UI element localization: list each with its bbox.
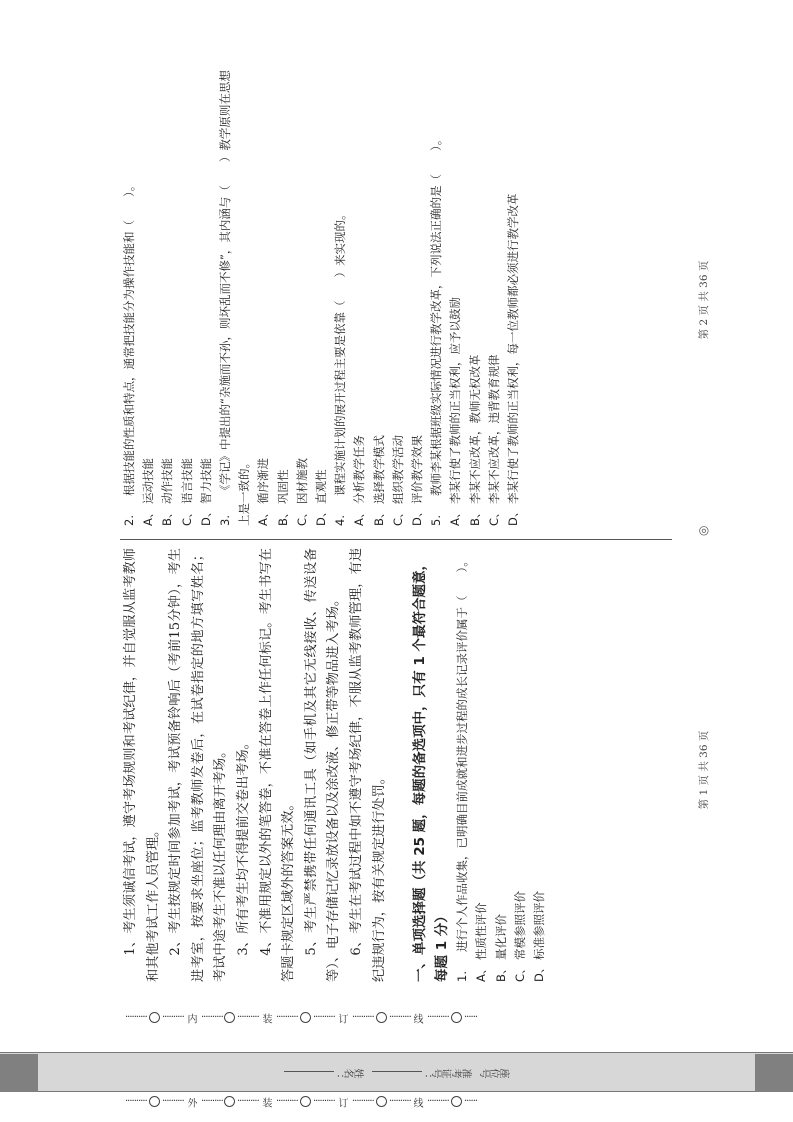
bullseye-icon: ◎	[696, 525, 710, 536]
circle-mark-icon	[224, 1013, 235, 1024]
exam-rule: 2、考生按规定时间参加考试，考试预备铃响后（考前15分钟），考生进考室，按要求坐座位；监考教师发卷后，在试卷指定的地方填写姓名；考试中途考生不准以任何理由离开考场。	[168, 548, 229, 982]
circle-mark-icon	[149, 1013, 160, 1024]
exam-id-field[interactable]: 准考证号：	[372, 1065, 472, 1080]
inner-cut-line: ·········· ·········· 内 ·········· ·········· 装 ·········· ·········· 订 ·········· ·········· 线 ·········· ······	[125, 1012, 478, 1026]
option-d[interactable]: D、标准参照评价	[531, 891, 546, 982]
circle-mark-icon	[451, 1097, 462, 1108]
exam-rule: 4、不准用规定以外的笔答卷，不准在答卷上作任何标记。考生书写在答题卡规定区域外的答案无效。	[258, 548, 297, 982]
option-b[interactable]: B、动作技能	[160, 458, 175, 526]
exam-rule: 6、考生在考试过程中如不遵守考场纪律，不服从监考教师管理，有违纪违规行为，按有关规定进行处罚。	[348, 548, 387, 982]
exam-rule: 1、考生须诚信考试，遵守考场规则和考试纪律，并自觉服从监考教师和其他考试工作人员管理。	[123, 548, 161, 982]
circle-mark-icon	[224, 1097, 235, 1108]
option-a[interactable]: A、李某行使了教师的正当权利，应予以鼓励	[448, 297, 463, 526]
circle-mark-icon	[451, 1013, 462, 1024]
page-2	[0, 60, 793, 540]
option-c[interactable]: C、常模参照评价	[512, 891, 527, 982]
option-c[interactable]: C、李某不应改革，违背教育规律	[486, 354, 501, 526]
option-d[interactable]: D、直观性	[314, 469, 329, 526]
option-b[interactable]: B、李某不应改革，教师无权改革	[467, 354, 482, 526]
option-d[interactable]: D、李某行使了教师的正当权利，每一位教师都必须进行教学改革	[506, 193, 521, 526]
seat-field[interactable]: 座位号	[479, 1066, 510, 1078]
option-c[interactable]: C、语言技能	[179, 458, 194, 526]
question-2: 2.根据技能的性质和特点，通常把技能分为操作技能和（ ）。	[122, 179, 136, 526]
circle-mark-icon	[300, 1013, 311, 1024]
option-a[interactable]: A、运动技能	[141, 458, 156, 526]
question-5: 5.教师李某根据班级实际情况进行教学改革，下列说法正确的是（ ）。	[429, 133, 444, 526]
option-d[interactable]: D、评价教学效果	[410, 435, 425, 526]
student-info-strip	[0, 1052, 793, 1092]
circle-mark-icon	[300, 1097, 311, 1108]
circle-mark-icon	[149, 1097, 160, 1108]
section-heading: 一、单项选择题（共 25 题，每题的备选项中，只有 1 个最符合题意，每题 1 分）	[412, 557, 451, 982]
question-4: 4.课程实施计划的展开过程主要是依靠（ ）来实现的。	[333, 208, 348, 526]
question-3: 3.《学记》中提出的“杂施而不孙，则坏乱而不修”，其内涵与（ ）教学原则在思想上是一致的。	[218, 70, 252, 526]
binding-strip	[0, 1000, 793, 1122]
circle-mark-icon	[376, 1097, 387, 1108]
option-c[interactable]: C、组织教学活动	[390, 435, 405, 526]
page-footer: 第 1 页 共 36 页	[698, 730, 710, 810]
question-1: 1.进行个人作品收集，已明确目前成就和进步过程的成长记录评价属于（ ）。	[455, 555, 470, 982]
exam-rule: 3、所有考生均不得提前交卷出考场。	[235, 736, 251, 956]
page-footer: 第 2 页 共 36 页	[698, 260, 710, 340]
exam-rule: 5、考生严禁携带任何通讯工具（如手机及其它无线接收、传送设备等）、电子存储记忆录放设备以及涂改液、修正带等物品进入考场。	[303, 548, 342, 982]
option-d[interactable]: D、智力技能	[198, 458, 213, 526]
option-b[interactable]: B、巩固性	[275, 469, 290, 526]
option-b[interactable]: B、量化评价	[493, 914, 508, 982]
option-b[interactable]: B、选择教学模式	[371, 435, 386, 526]
circle-mark-icon	[376, 1013, 387, 1024]
name-field[interactable]: 姓名：	[284, 1065, 364, 1080]
option-a[interactable]: A、循序渐进	[256, 458, 271, 526]
option-c[interactable]: C、因材施教	[294, 458, 309, 526]
page-1	[0, 540, 793, 1000]
option-a[interactable]: A、性质性评价	[474, 902, 489, 982]
outer-cut-line: ·········· ·········· 外 ·········· ·········· 装 ·········· ·········· 订 ·········· ·········· 线 ·········· ······	[125, 1096, 478, 1110]
option-a[interactable]: A、分析教学任务	[352, 435, 367, 526]
